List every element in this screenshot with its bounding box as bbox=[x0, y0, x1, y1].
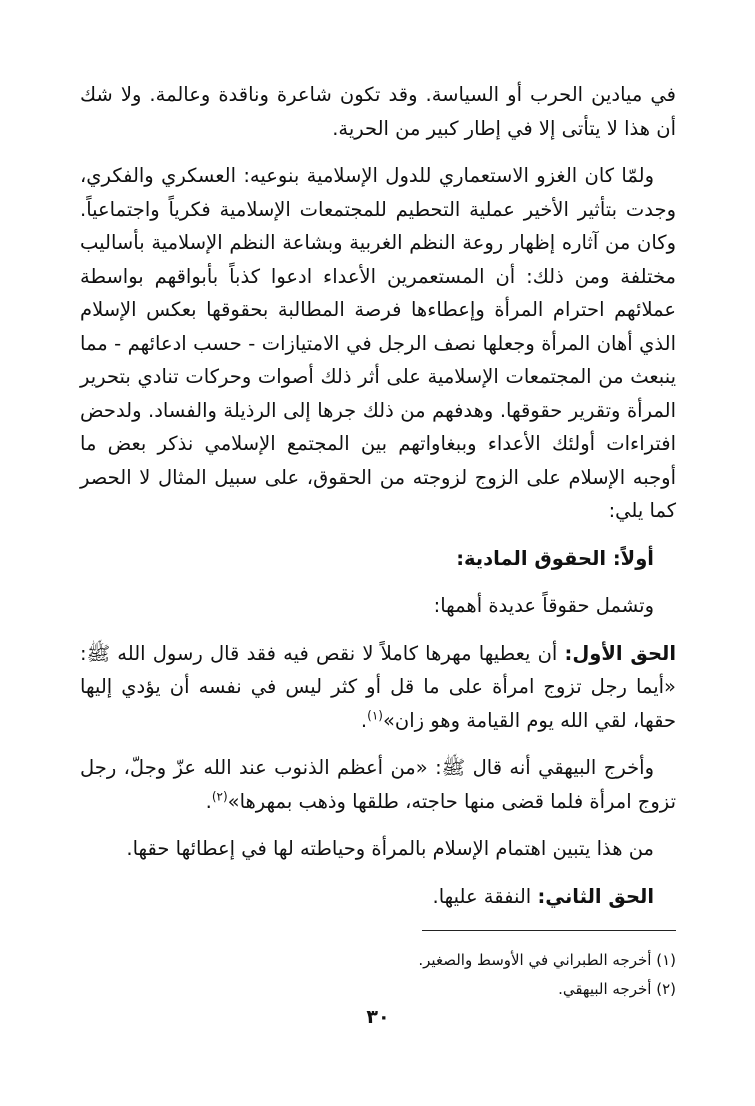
footnote-text: أخرجه البيهقي. bbox=[558, 980, 652, 998]
paragraph-1: في ميادين الحرب أو السياسة. وقد تكون شاعرة وناقدة وعالمة. ولا شك أن هذا لا يتأتى إلا في إطار كبير من الحرية. bbox=[80, 83, 676, 140]
paragraph-first-right: الحق الأول: أن يعطيها مهرها كاملاً لا نقص فيه فقد قال رسول الله ﷺ: «أيما رجل تزوج امرأة على ما قل أو كثر ليس في نفسه أن يؤدي إليها حقها، لقي الله يوم القيامة وهو زان»$^{(١)}$. bbox=[80, 641, 677, 732]
footnote-divider bbox=[422, 930, 676, 931]
footnote-text: أخرجه الطبراني في الأوسط والصغير. bbox=[418, 951, 652, 969]
paragraph-conclusion: من هذا يتبين اهتمام الإسلام بالمرأة وحياطته لها في إعطائها حقها. bbox=[126, 837, 654, 860]
footnote-ref-2: (٢) bbox=[211, 789, 228, 803]
heading-material-rights: أولاً: الحقوق المادية: bbox=[456, 546, 654, 570]
footnote-number: (١) bbox=[656, 951, 676, 969]
first-right-label: الحق الأول: bbox=[564, 641, 677, 665]
book-page bbox=[80, 78, 676, 1078]
second-right-label: الحق الثاني: bbox=[537, 884, 654, 908]
second-right-text: النفقة عليها. bbox=[432, 884, 532, 908]
paragraph-colonial-invasion: ولمّا كان الغزو الاستعماري للدول الإسلامية بنوعيه: العسكري والفكري، وجدت بتأثير الأخير عملية التحطيم للمجتمعات الإسلامية فكرياً واجتماعياً. وكان من آثاره إظهار روعة النظم الغربية وبشاعة النظم الإسلامية بأساليب مختلفة ومن ذلك: أن المستعمرين الأعداء ادعوا كذباً بأبواقهم بواسطة عملائهم احترام المرأة وإعطاءها فرصة المطالبة بحقوقها بعكس الإسلام الذي أهان المرأة وجعلها نصف الرجل في الامتيازات - حسب ادعائهم - مما ينبعث من المجتمعات الإسلامية على أثر ذلك أصوات وحركات تنادي بتحرير المرأة وتقرير حقوقها. وهدفهم من ذلك جرها إلى الرذيلة والفساد. ولدحض افتراءات أولئك الأعداء وببغاواتهم بين المجتمع الإسلامي نذكر بعض ما أوجبه الإسلام على الزوج لزوجته من الحقوق، على سبيل المثال لا الحصر كما يلي: bbox=[80, 164, 676, 522]
paragraph-bayhaqi-hadith: وأخرج البيهقي أنه قال ﷺ: «من أعظم الذنوب عند الله عزّ وجلّ، رجل تزوج امرأة فلما قضى منها حاجته، طلقها وذهب بمهرها»$^{(٢)}$. bbox=[80, 756, 676, 813]
footnote-number: (٢) bbox=[656, 980, 676, 998]
footnote-item bbox=[80, 975, 676, 1004]
footnote-ref-1: (١) bbox=[367, 708, 383, 722]
footnote-item bbox=[80, 946, 676, 975]
paragraph-rights-intro: وتشمل حقوقاً عديدة أهمها: bbox=[433, 594, 654, 617]
first-right-text: أن يعطيها مهرها كاملاً لا نقص فيه فقد قال رسول الله ﷺ: «أيما رجل تزوج امرأة على ما قل أو كثر ليس في نفسه أن يؤدي إليها حقها، لقي الله يوم القيامة وهو زان» bbox=[80, 641, 676, 732]
bayhaqi-hadith-text: وأخرج البيهقي أنه قال ﷺ: «من أعظم الذنوب عند الله عزّ وجلّ، رجل تزوج امرأة فلما قضى منها حاجته، طلقها وذهب بمهرها» bbox=[80, 756, 676, 813]
page-number: ٣٠ bbox=[366, 1006, 390, 1028]
paragraph-second-right bbox=[80, 880, 676, 914]
footnotes-list bbox=[80, 946, 676, 1004]
